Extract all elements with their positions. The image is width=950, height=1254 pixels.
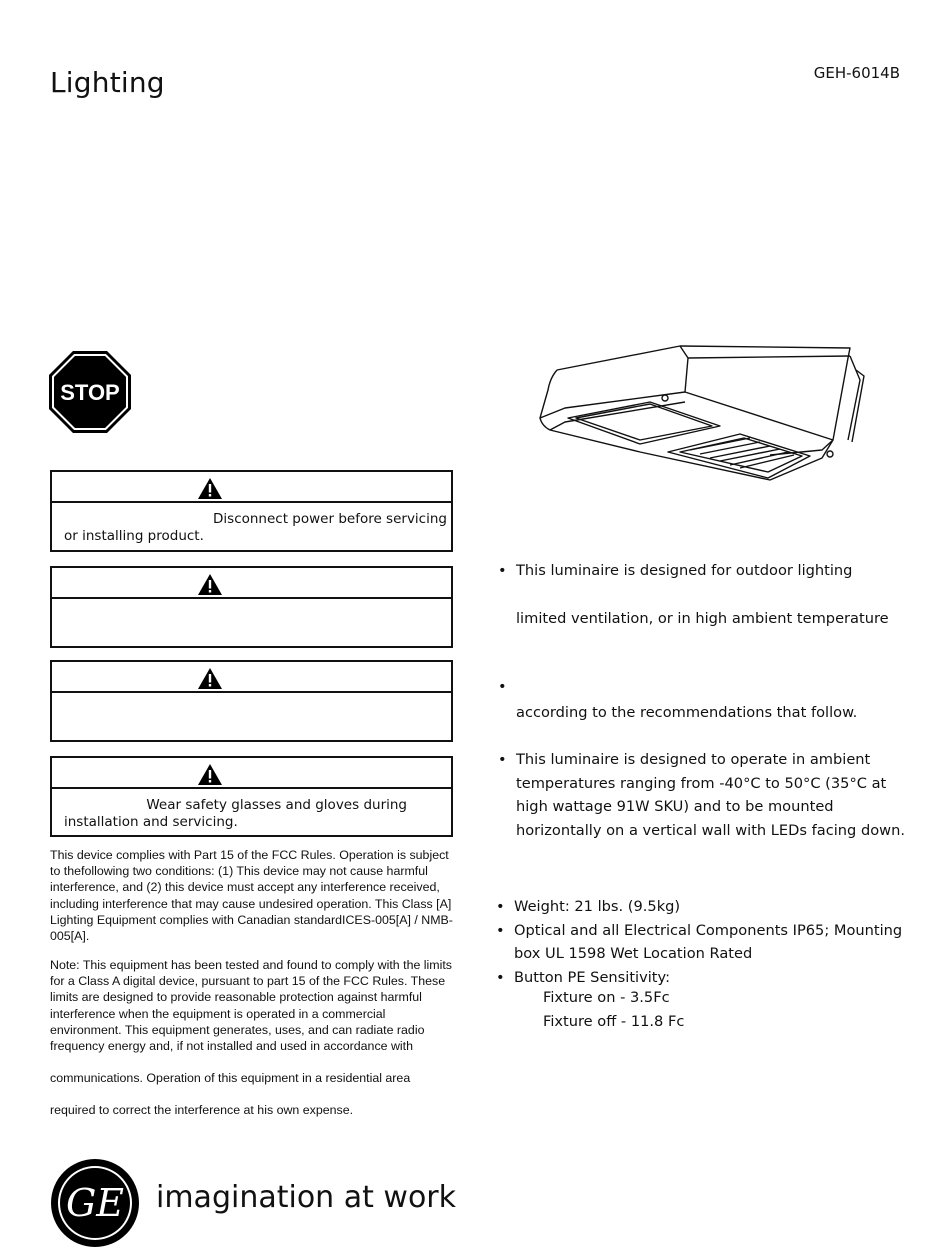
bullet-dot: •: [498, 678, 507, 695]
warning-box: [50, 660, 453, 742]
spec-rating: Optical and all Electrical Components IP65; Mounting box UL 1598 Wet Location Rated: [514, 922, 903, 963]
fcc-note-line: communications. Operation of this equipment in a residential area: [50, 1071, 411, 1085]
bullet-item: [498, 748, 910, 842]
warning-box: [50, 756, 453, 837]
bullet-text: This luminaire is designed for outdoor lighting: [516, 562, 853, 579]
brand-tagline: imagination at work: [156, 1180, 456, 1215]
bullet-dot: •: [496, 922, 505, 939]
warning-box: [50, 566, 453, 648]
warning-text-line: installation and servicing.: [64, 814, 238, 830]
bullet-dot: •: [498, 751, 507, 768]
bullet-item: [498, 559, 906, 583]
stop-sign-icon: [48, 350, 132, 434]
stop-sign-label: STOP: [60, 380, 120, 405]
page-title: Lighting: [50, 66, 165, 99]
spec-weight: Weight: 21 lbs. (9.5kg): [514, 898, 681, 915]
warning-text-line: or installing product.: [64, 528, 204, 544]
wall-pack-fixture-illustration: [530, 330, 870, 490]
spec-item: [496, 919, 906, 966]
warning-header: [52, 472, 451, 503]
spec-pe-title: Button PE Sensitivity:: [514, 969, 671, 986]
warning-box: [50, 470, 453, 552]
warning-text: [52, 503, 451, 549]
warning-header: [52, 758, 451, 789]
spec-pe-on: Fixture on - 3.5Fc: [543, 989, 670, 1006]
warning-header: [52, 662, 451, 693]
ge-monogram-icon: [50, 1158, 140, 1248]
bullet-text: This luminaire is designed to operate in ambient temperatures ranging from -40°C to 50°C (35°C at high wattage 91W SKU) and to be mounted horizontally on a vertical wall with LEDs facing down.: [516, 751, 905, 839]
bullet-dot: •: [498, 562, 507, 579]
bullet-dot: •: [496, 969, 505, 986]
fcc-note-line: required to correct the interference at his own expense.: [50, 1103, 354, 1117]
ge-logo-text: GE: [65, 1181, 125, 1225]
fcc-compliance-paragraph: This device complies with Part 15 of the FCC Rules. Operation is subject to thefollowing two conditions: (1) This device may not cause harmful interference, and (2) this device must accept any interference received, including interference that may cause undesired operation. This Class [A] Lighting Equipment complies with Canadian standardICES-005[A] / NMB-005[A].: [50, 848, 453, 944]
bullet-dot: •: [496, 898, 505, 915]
warning-text: [52, 599, 451, 611]
bullet-text: limited ventilation, or in high ambient temperature: [516, 610, 889, 627]
spec-pe-off: Fixture off - 11.8 Fc: [543, 1013, 685, 1030]
spec-item: [496, 966, 906, 989]
bullet-text: according to the recommendations that follow.: [516, 704, 858, 721]
warning-triangle-icon: [198, 668, 222, 689]
warning-triangle-icon: [198, 574, 222, 595]
document-number: GEH-6014B: [813, 64, 900, 82]
warning-triangle-icon: [198, 764, 222, 785]
warning-text: [52, 693, 451, 705]
spec-item: [496, 895, 906, 918]
warning-text-line: Wear safety glasses and gloves during: [146, 797, 407, 813]
fcc-note-paragraph: Note: This equipment has been tested and found to comply with the limits for a Class A digital device, pursuant to part 15 of the FCC Rules. These limits are designed to provide reasonable protection against harmful interference when the equipment is operated in a commercial environment. This equipment generates, uses, and can radiate radio frequency energy and, if not installed and used in accordance with: [50, 958, 453, 1054]
warning-text-line: Disconnect power before servicing: [213, 511, 447, 527]
warning-header: [52, 568, 451, 599]
warning-triangle-icon: [198, 478, 222, 499]
warning-text: [52, 789, 451, 835]
